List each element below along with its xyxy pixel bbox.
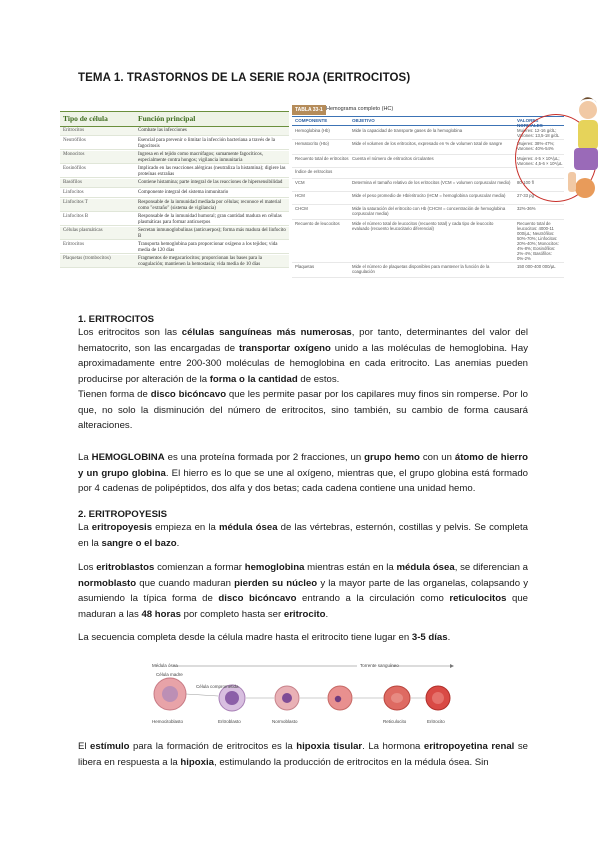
- hemogram-component: Recuento de leucocitos: [295, 221, 340, 226]
- text-run: que les permite pasar por los capilares muy finos sin romperse. Por lo que, no solo la disminución del número de eritrocitos, sino también, su cambio de forma causará alteraciones.: [78, 389, 529, 431]
- s1-p3: [78, 450, 528, 497]
- diagram-label-bone-marrow: Médula ósea: [152, 663, 178, 668]
- section-1-heading: 1. ERITROCITOS: [78, 314, 155, 325]
- cell-table-row: [60, 255, 289, 268]
- cell-table-row: [60, 199, 289, 212]
- text-run: de estos.: [297, 373, 340, 385]
- bold-text: disco bicóncavo: [150, 389, 227, 400]
- cell-table-header-function: Función principal: [138, 114, 196, 123]
- text-run: Los: [78, 562, 97, 573]
- cell-table-row: [60, 179, 289, 188]
- cartoon-illustration: [560, 88, 600, 218]
- text-run: , se diferencian a: [454, 562, 528, 573]
- cell-type: Linfocitos B: [63, 214, 89, 219]
- text-run: . El hierro es lo que se une al oxígeno, mientras que, el grupo globina está formado por 4 cadenas de polipéptidos, dos alfa y dos betas; cada cadena contiene una unidad hemo.: [78, 467, 528, 494]
- hemogram-component: VCM: [295, 180, 305, 185]
- text-run: . La hormona: [362, 741, 424, 752]
- text-run: es una proteína formada por 2 fracciones, un: [164, 452, 365, 463]
- text-run: comienzan a formar: [154, 562, 245, 573]
- hemogram-objective: Mide la saturación del eritrocito con Hb (CHCM = concentración de hemoglobina corpuscular media): [352, 206, 506, 216]
- bold-text: hipoxia tisular: [296, 741, 363, 752]
- diagram-label-committed-cell: Célula comprometida: [196, 684, 239, 689]
- hemogram-component: HCM: [295, 193, 305, 198]
- bold-text: eritrocito: [283, 608, 326, 620]
- cell-table-row: [60, 127, 289, 136]
- bold-text: eritropoyesis: [91, 522, 153, 533]
- s2-p1: [78, 520, 528, 551]
- cell-type: Células plasmáticas: [63, 228, 103, 233]
- cell-type: Monocitos: [63, 152, 85, 157]
- bold-text: átomo de hierro y un grupo globina: [78, 452, 528, 479]
- text-run: , por tanto, determinantes del valor del hematocrito, son las encargadas de: [78, 327, 528, 354]
- bold-text: grupo hemo: [364, 452, 420, 463]
- cell-table-row: [60, 165, 289, 178]
- text-run: .: [447, 632, 451, 643]
- diagram-label-bloodstream: Torrente sanguíneo: [360, 663, 399, 668]
- hemogram-header-values: VALORES NORMALES: [517, 118, 543, 128]
- text-run: La secuencia completa desde la célula madre hasta el eritrocito tiene lugar en: [78, 632, 412, 643]
- hemogram-normal-value: 80-100 fl: [517, 180, 534, 185]
- cell-table-header: [60, 111, 289, 127]
- text-run: Tienen forma de: [78, 389, 151, 400]
- s1-p1: [78, 325, 528, 387]
- bold-text: forma o la cantidad: [209, 373, 298, 385]
- text-run: de las vértebras, esternón, costillas y pelvis. Se completa en la: [78, 522, 528, 549]
- cell-type: Plaquetas (trombocitos): [63, 256, 111, 261]
- diagram-stage-4: Eritrocito: [427, 719, 445, 724]
- cell-table-row: [60, 241, 289, 254]
- bold-text: disco bicóncavo: [218, 593, 297, 604]
- text-run: que cuando maduran: [136, 577, 235, 589]
- cell-type: Eritrocitos: [63, 128, 85, 133]
- cell-type: Linfocitos: [63, 190, 84, 195]
- text-run: con un: [419, 452, 455, 463]
- text-run: La: [78, 522, 92, 533]
- hemogram-normal-value: 150 000-400 000/μL: [517, 264, 556, 269]
- cell-table-row: [60, 213, 289, 226]
- hemogram-normal-value: Recuento total de leucocitos: 4000-11 000/μL; Neutrófilos: 50%-70%; Linfocitos: 20%-40%; Monocitos: 4%-8%; Eosinófilos: 2%-4%; Basófilos: 0%-2%: [517, 221, 559, 261]
- hemogram-component: Plaquetas: [295, 264, 315, 269]
- cell-function: Esencial para prevenir o limitar la infección bacteriana a través de la fagocitosis: [138, 138, 276, 149]
- cell-function: Implicado en las reacciones alérgicas (neutraliza la histamina); digiere las proteínas extrañas: [138, 166, 286, 177]
- cell-function: Componente integral del sistema inmunitario: [138, 190, 229, 195]
- s2-p3: [78, 630, 528, 646]
- cell-function: Combate las infecciones: [138, 128, 187, 133]
- hemogram-header: [292, 116, 564, 126]
- cell-function: Secretan inmunoglobulinas (anticuerpos); forma más madura del linfocito B: [138, 228, 286, 239]
- bold-text: médula ósea: [396, 562, 455, 573]
- cell-type: Neutrófilos: [63, 138, 86, 143]
- cell-function: Responsable de la inmunidad mediada por células; reconoce el material como "extraño" (sistema de vigilancia): [138, 200, 282, 211]
- hemogram-label: TABLA 33-1: [292, 105, 326, 115]
- hemogram-objective: Mide el número de plaquetas disponibles para mantener la función de la coagulación: [352, 264, 490, 274]
- text-run: que maduran a las: [78, 593, 528, 620]
- hemogram-caption: [292, 105, 564, 115]
- cell-table-row: [60, 227, 289, 240]
- text-run: empieza en la: [152, 522, 219, 533]
- text-run: La: [78, 452, 92, 463]
- hemogram-component: Hematocrito (Hto): [295, 141, 329, 146]
- text-run: .: [325, 608, 329, 620]
- bold-text: 48 horas: [141, 608, 181, 620]
- cell-table-row: [60, 151, 289, 164]
- cell-type: Basófilos: [63, 180, 82, 185]
- cell-type: Eosinófilos: [63, 166, 86, 171]
- diagram-graphic: [152, 662, 454, 728]
- bold-text: eritroblastos: [96, 562, 155, 573]
- cell-function: Responsable de la inmunidad humoral; gran cantidad madura en células plasmáticas para formar anticuerpos: [138, 214, 282, 225]
- bold-text: 3-5 días: [411, 632, 448, 643]
- bold-text: hemoglobina: [244, 562, 305, 573]
- section-2-heading: 2. ERITROPOYESIS: [78, 509, 168, 520]
- hemogram-normal-value: Mujeres: 12-16 g/dL; Varones: 13,5-18 g/dL: [517, 128, 560, 138]
- text-run: y la mayor parte de las organelas, colapsando y asumiendo la típica forma de: [78, 577, 528, 604]
- hemogram-objective: Mide el peso promedio de Hb/eritrocito (HCM = hemoglobina corpuscular media): [352, 193, 506, 198]
- text-run: El: [78, 741, 91, 752]
- s2-p4: [78, 739, 528, 770]
- bold-text: pierden su núcleo: [234, 577, 318, 589]
- s2-p2: [78, 560, 528, 622]
- hemogram-title: Hemograma completo (HC): [326, 106, 394, 112]
- cell-table-row: [60, 137, 289, 150]
- cell-function: Fragmentos de megacariocitos; proporcionan las bases para la coagulación; mantienen la hemostasia; vida media de 10 días: [138, 256, 262, 267]
- diagram-stage-1: Eritroblasto: [218, 719, 241, 724]
- cell-table-header-type: Tipo de célula: [63, 114, 108, 123]
- cell-function: Ingresa en el tejido como macrófagos; sumamente fagocíticos, especialmente contra hongos; vigilancia inmunitaria: [138, 152, 263, 163]
- cell-type: Eritrocitos: [63, 242, 85, 247]
- hemogram-header-objective: OBJETIVO: [352, 118, 375, 123]
- hemogram-row: [292, 220, 564, 263]
- hemogram-component: Recuento total de eritrocitos: [295, 156, 349, 161]
- hemogram-objective: Cuenta el número de eritrocitos circulantes: [352, 156, 434, 161]
- cell-function: Transporta hemoglobina para proporcionar oxígeno a los tejidos; vida media de 120 días: [138, 242, 278, 253]
- hemogram-row: [292, 263, 564, 278]
- diagram-stage-0: Hemocitoblasto: [152, 719, 184, 724]
- bold-text: transportar oxígeno: [238, 342, 331, 354]
- s1-p2: [78, 387, 528, 434]
- hemogram-row: [292, 192, 564, 205]
- erythropoiesis-diagram: [152, 662, 454, 728]
- text-run: entrando a la circulación como: [296, 593, 450, 604]
- hemogram-normal-value: 32%-36%: [517, 206, 536, 211]
- text-run: para la formación de eritrocitos es la: [129, 741, 297, 752]
- bold-text: estímulo: [90, 741, 130, 752]
- bold-text: sangre o el bazo: [101, 537, 177, 549]
- diagram-stage-2: Normoblasto: [272, 719, 298, 724]
- cell-types-table: [60, 111, 289, 286]
- hemogram-component: Hemoglobina (Hb): [295, 128, 330, 133]
- cell-function: Contiene histamina; parte integral de las reacciones de hipersensibilidad: [138, 180, 283, 185]
- hemogram-objective: Determina el tamaño relativo de los eritrocitos (VCM = volumen corpuscular medio): [352, 180, 511, 185]
- bold-text: células sanguíneas más numerosas: [181, 327, 352, 338]
- hemogram-normal-value: Mujeres: 4-5 × 10⁶/μL; Varones: 4,5-6 × 10⁶/μL: [517, 156, 563, 166]
- hemogram-normal-value: 27-33 pg: [517, 193, 534, 198]
- diagram-stage-3: Reticulocito: [383, 719, 407, 724]
- text-run: se libera en respuesta a la: [78, 741, 528, 768]
- page-title: TEMA 1. TRASTORNOS DE LA SERIE ROJA (ERITROCITOS): [78, 72, 411, 84]
- hemogram-row: [292, 205, 564, 220]
- bold-text: HEMOGLOBINA: [91, 452, 165, 463]
- hemogram-component: Índice de eritrocitos: [295, 169, 333, 174]
- bold-text: reticulocitos: [449, 593, 507, 604]
- bold-text: médula ósea: [218, 522, 278, 533]
- diagram-label-stem-cell: Célula madre: [156, 672, 183, 677]
- bold-text: hipoxia: [180, 756, 214, 768]
- hemogram-objective: Mide el número total de leucocitos (recuento total) y cada tipo de leucocito evaluado (recuento leucocitario diferencial): [352, 221, 494, 231]
- cell-table-row: [60, 189, 289, 198]
- hemogram-header-component: COMPONENTE: [295, 118, 328, 123]
- text-run: Los eritrocitos son las: [78, 327, 182, 338]
- bold-text: eritropoyetina renal: [423, 741, 515, 752]
- text-run: .: [176, 537, 180, 549]
- text-run: por completo hasta ser: [180, 608, 284, 620]
- hemogram-objective: Mide el volumen de los eritrocitos, expresado en % de volumen total de sangre: [352, 141, 503, 146]
- cell-type: Linfocitos T: [63, 200, 88, 205]
- hemogram-normal-value: Mujeres: 38%-47%; Varones: 40%-54%: [517, 141, 555, 151]
- text-run: , estimulando la producción de eritrocitos en la médula ósea. Sin: [214, 756, 489, 768]
- text-run: unido a las moléculas de hemoglobina. Hay aproximadamente entre 200-300 moléculas de hemoglobina en cada eritrocito. Las anemias pueden producirse por alteración de la: [78, 342, 528, 385]
- hemogram-objective: Mide la capacidad de transporte gases de la hemoglobina: [352, 128, 463, 133]
- bold-text: normoblasto: [78, 577, 137, 589]
- text-run: mientras están en la: [304, 562, 397, 573]
- hemogram-component: CHCM: [295, 206, 308, 211]
